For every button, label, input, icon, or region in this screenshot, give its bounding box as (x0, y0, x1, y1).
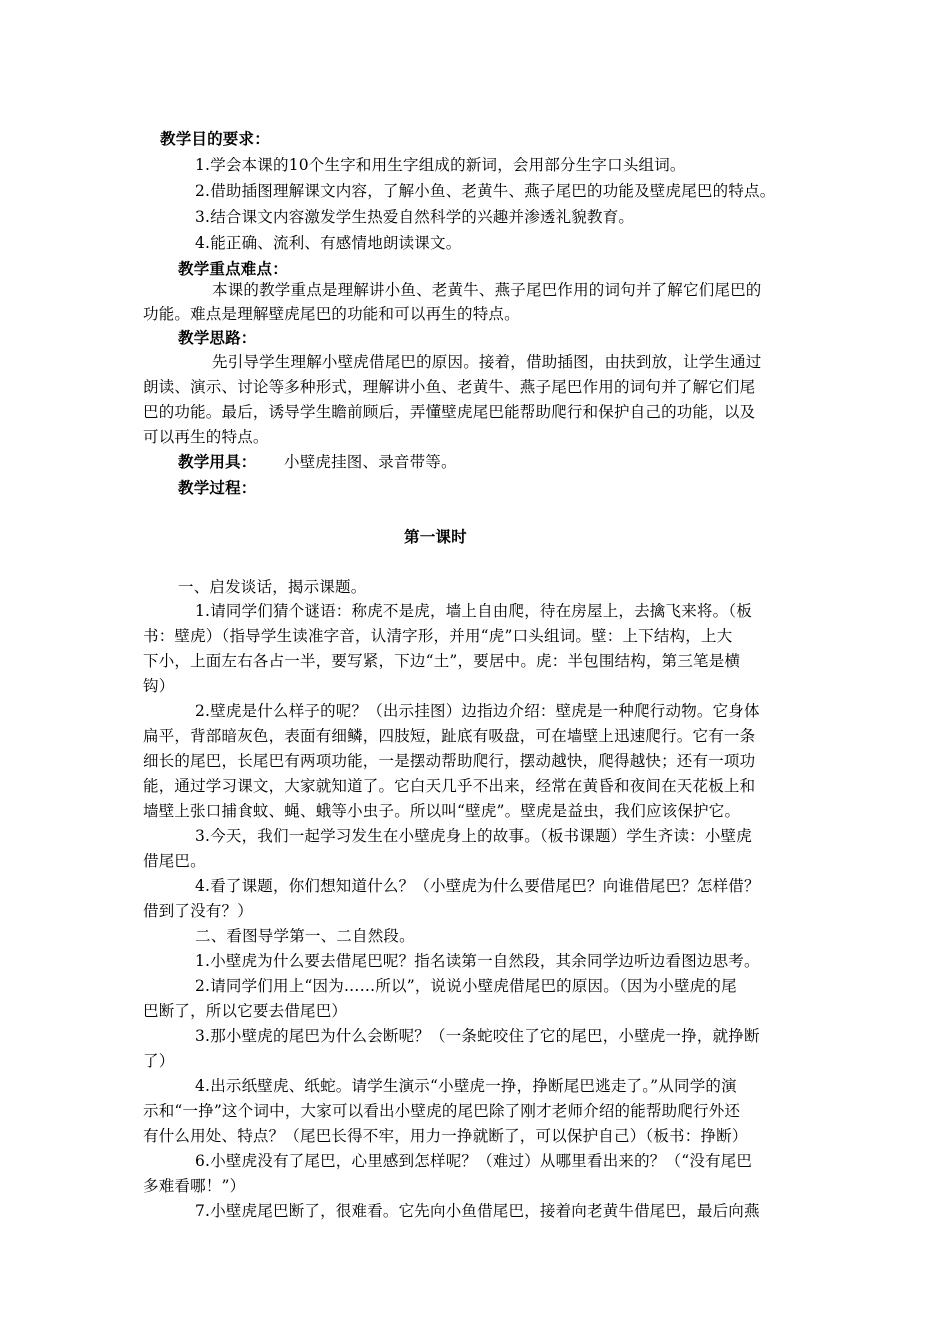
tools-text: 小壁虎挂图、录音带等。 (284, 453, 457, 471)
section1-line: 3.今天，我们一起学习发生在小壁虎身上的故事。（板书课题）学生齐读：小壁虎 (195, 827, 752, 845)
goal-item: 4.能正确、流利、有感情地朗读课文。 (195, 234, 462, 252)
section1-line: 2.壁虎是什么样子的呢？（出示挂图）边指边介绍：壁虎是一种爬行动物。它身体 (195, 702, 760, 720)
section2-line: 巴断了，所以它要去借尾巴） (143, 1002, 348, 1020)
section1-line: 墙壁上张口捕食蚊、蝇、蛾等小虫子。所以叫“壁虎”。壁虎是益虫，我们应该保护它。 (143, 802, 741, 820)
section2-line: 6.小壁虎没有了尾巴，心里感到怎样呢？（难过）从哪里看出来的？（“没有尾巴 (195, 1152, 753, 1170)
section1-line: 1.请同学们猜个谜语：称虎不是虎，墙上自由爬，待在房屋上，去擒飞来将。（板 (195, 602, 752, 620)
lesson-title: 第一课时 (404, 527, 467, 546)
section2-line: 示和“一挣”这个词中，大家可以看出小壁虎的尾巴除了刚才老师介绍的能帮助爬行外还 (143, 1102, 741, 1120)
section2-line: 2.请同学们用上“因为……所以”，说说小壁虎借尾巴的原因。（因为小壁虎的尾 (195, 977, 737, 995)
approach-line: 可以再生的特点。 (143, 428, 269, 446)
goal-item: 3.结合课文内容激发学生热爱自然科学的兴趣并渗透礼貌教育。 (195, 208, 635, 226)
tools-heading: 教学用具： (178, 452, 257, 471)
section1-line: 借尾巴。 (143, 852, 206, 870)
section2-line: 了） (143, 1052, 175, 1070)
section2-heading: 二、看图导学第一、二自然段。 (195, 927, 415, 945)
approach-line: 先引导学生理解小壁虎借尾巴的原因。接着，借助插图，由扶到放，让学生通过 (212, 353, 762, 371)
approach-line: 朗读、演示、讨论等多种形式，理解讲小鱼、老黄牛、燕子尾巴作用的词句并了解它们尾 (143, 378, 756, 396)
section2-line: 多难看哪！”） (143, 1177, 246, 1195)
section1-heading: 一、启发谈话，揭示课题。 (178, 578, 367, 596)
section1-line: 细长的尾巴，长尾巴有两项功能，一是摆动帮助爬行，摆动越快，爬得越快；还有一项功 (143, 752, 756, 770)
section1-line: 书：壁虎）（指导学生读准字音，认清字形，并用“虎”口头组词。壁：上下结构，上大 (143, 627, 733, 645)
approach-line: 巴的功能。最后，诱导学生瞻前顾后，弄懂壁虎尾巴能帮助爬行和保护自己的功能，以及 (143, 403, 756, 421)
section2-line: 7.小壁虎尾巴断了，很难看。它先向小鱼借尾巴，接着向老黄牛借尾巴，最后向燕 (195, 1202, 760, 1220)
goal-item: 1.学会本课的10个生字和用生字组成的新词，会用部分生字口头组词。 (195, 156, 686, 174)
section2-line: 有什么用处、特点？（尾巴长得不牢，用力一挣就断了，可以保护自己）（板书：挣断） (143, 1127, 748, 1145)
goals-heading: 教学目的要求： (160, 129, 270, 148)
section1-line: 扁平，背部暗灰色，表面有细鳞，四肢短，趾底有吸盘，可在墙壁上迅速爬行。它有一条 (143, 727, 756, 745)
section2-line: 1.小壁虎为什么要去借尾巴呢？指名读第一自然段，其余同学边听边看图边思考。 (195, 952, 760, 970)
keypoints-heading: 教学重点难点： (178, 259, 288, 278)
goal-item: 2.借助插图理解课文内容，了解小鱼、老黄牛、燕子尾巴的功能及壁虎尾巴的特点。 (195, 182, 776, 200)
section2-line: 4.出示纸壁虎、纸蛇。请学生演示“小壁虎一挣，挣断尾巴逃走了。”从同学的演 (195, 1077, 737, 1095)
section1-line: 钩） (143, 677, 175, 695)
section1-line: 借到了没有？） (143, 902, 253, 920)
keypoints-line: 功能。难点是理解壁虎尾巴的功能和可以再生的特点。 (143, 305, 520, 323)
section1-line: 4.看了课题，你们想知道什么？（小壁虎为什么要借尾巴？向谁借尾巴？怎样借？ (195, 877, 760, 895)
keypoints-line: 本课的教学重点是理解讲小鱼、老黄牛、燕子尾巴作用的词句并了解它们尾巴的 (212, 281, 762, 299)
section1-line: 能，通过学习课文，大家就知道了。它白天几乎不出来，经常在黄昏和夜间在天花板上和 (143, 777, 756, 795)
approach-heading: 教学思路： (178, 328, 257, 347)
section2-line: 3.那小壁虎的尾巴为什么会断呢？（一条蛇咬住了它的尾巴，小壁虎一挣，就挣断 (195, 1027, 760, 1045)
section1-line: 下小，上面左右各占一半，要写紧，下边“土”，要居中。虎：半包围结构，第三笔是横 (143, 652, 741, 670)
process-heading: 教学过程： (178, 478, 257, 497)
